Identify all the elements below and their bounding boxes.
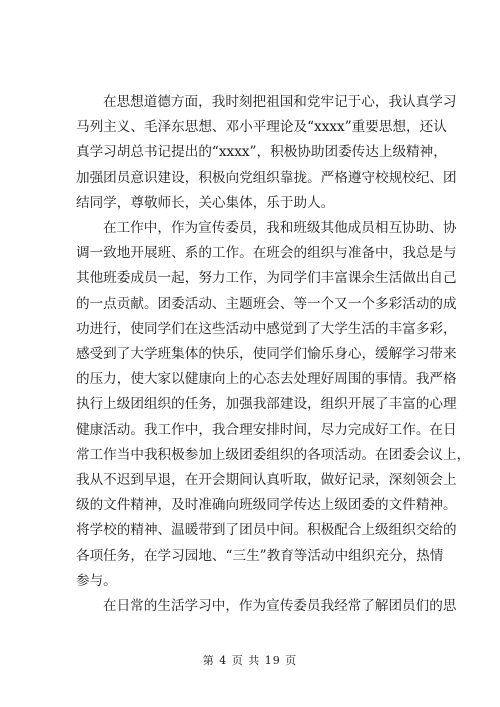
text-line: 其他班委成员一起，努力工作，为同学们丰富课余生活做出自己 <box>76 270 457 287</box>
text-line: 各项任务，在学习园地、“三生”教育等活动中组织充分，热情 <box>76 547 444 564</box>
text-line: 执行上级团组织的任务，加强我部建设，组织开展了丰富的心理 <box>76 396 457 413</box>
text-line: 调一致地开展班、系的工作。在班会的组织与准备中，我总是与 <box>76 245 457 262</box>
text-line: 功进行，使同学们在这些活动中感觉到了大学生活的丰富多彩， <box>76 320 457 337</box>
document-body <box>76 90 471 619</box>
text-line: 结同学，尊敬师长，关心集体，乐于助人。 <box>76 194 335 211</box>
text-line: 在思想道德方面，我时刻把祖国和党牢记于心，我认真学习 <box>103 94 457 110</box>
text-line: 健康活动。我工作中，我合理安排时间，尽力完成好工作。在日 <box>76 421 457 438</box>
text-line: 在日常的生活学习中，作为宣传委员我经常了解团员们的思 <box>103 598 457 615</box>
text-line: 级的文件精神，及时准确向班级同学传达上级团委的文件精神。 <box>76 497 457 514</box>
paragraph-work <box>76 216 471 594</box>
paragraph-daily <box>76 594 456 619</box>
text-line: 参与。 <box>76 572 117 589</box>
text-line: 我从不迟到早退，在开会期间认真听取，做好记录，深刻领会上 <box>76 472 457 489</box>
text-line: 的压力，使大家以健康向上的心态去处理好周围的事情。我严格 <box>76 371 457 388</box>
text-line: 将学校的精神、温暖带到了团员中间。积极配合上级组织交给的 <box>76 522 457 539</box>
text-line: 感受到了大学班集体的快乐，使同学们愉乐身心，缓解学习带来 <box>76 346 457 363</box>
text-line: 的一点贡献。团委活动、主题班会、等一个又一个多彩活动的成 <box>76 295 457 312</box>
text-line: 马列主义、毛泽东思想、邓小平理论及“xxxx”重要思想，还认 <box>76 119 447 136</box>
text-line: 常工作当中我积极参加上级团委组织的各项活动。在团委会议上， <box>76 446 471 463</box>
text-line: 在工作中，作为宣传委员，我和班级其他成员相互协助、协 <box>103 220 457 237</box>
text-line: 真学习胡总书记提出的“xxxx”，积极协助团委传达上级精神， <box>76 144 447 161</box>
page-footer: 第 4 页 共 19 页 <box>202 654 298 667</box>
paragraph-moral <box>76 90 456 216</box>
text-line: 加强团员意识建设，积极向党组织靠拢。严格遵守校规校纪、团 <box>76 169 457 186</box>
